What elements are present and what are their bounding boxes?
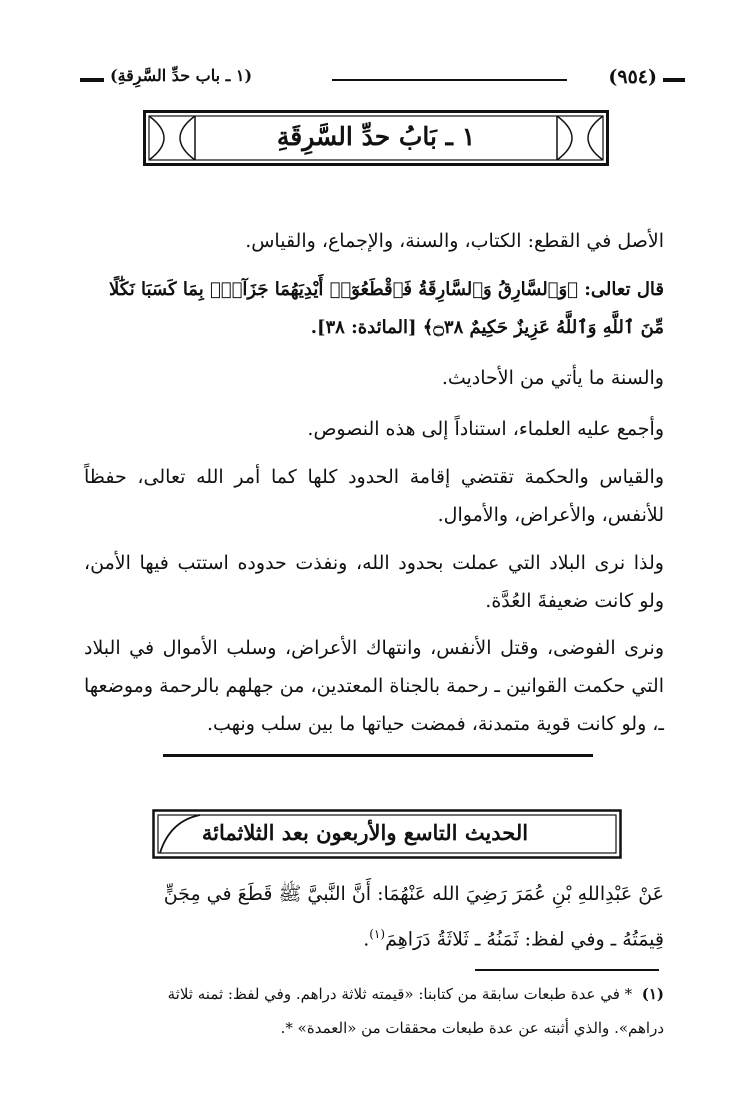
paragraph-sources: الأصل في القطع: الكتاب، والسنة، والإجماع، والقياس. (245, 230, 664, 252)
chapter-title: ١ ـ بَابُ حدِّ السَّرِقَةِ (276, 122, 476, 151)
paragraph-consensus: وأجمع عليه العلماء، استناداً إلى هذه النصوص. (307, 418, 664, 440)
running-chapter-title: (١ ـ باب حدِّ السَّرِقةِ) (110, 66, 253, 85)
footnote-line-2: دراهم». والذي أثبته عن عدة طبعات محققات من «العمدة» *. (280, 1019, 664, 1037)
hadith-text-line-2 (84, 915, 664, 958)
header-rule-left (80, 78, 104, 82)
paragraph-analogy: والقياس والحكمة تقتضي إقامة الحدود كلها كما أمر الله تعالى، حفظاً للأنفس، والأعراض، والأموال. (84, 466, 664, 526)
paragraph-sunnah: والسنة ما يأتي من الأحاديث. (441, 367, 664, 389)
hadith-text-line-2-end: . (363, 928, 370, 951)
hadith-heading: الحديث التاسع والأربعون بعد الثلاثمائة (201, 820, 529, 845)
page-number: (٩٥٤) (608, 66, 657, 88)
paragraph-security: ولذا نرى البلاد التي عملت بحدود الله، ونفذت حدوده استتب فيها الأمن، ولو كانت ضعيفةَ العُدَّة. (84, 552, 664, 612)
header-rule-right (663, 78, 685, 82)
chapter-banner (143, 110, 609, 166)
section-divider (163, 754, 593, 757)
header-rule-middle (332, 79, 567, 81)
hadith-text-line-1: عَنْ عَبْدِاللهِ بْنِ عُمَرَ رَضِيَ الله عَنْهُمَا: أَنَّ النَّبيَّ ﷺ قَطَعَ في مِجَنٍّ (163, 883, 664, 905)
footnote-reference[interactable]: (١) (369, 927, 386, 941)
footnote-number: (١) (641, 985, 664, 1003)
paragraph-quran-line-1: قال تعالى: ﴿وَٱلسَّارِقُ وَٱلسَّارِقَةُ فَٱقْطَعُوٓا۟ أَيْدِيَهُمَا جَزَآءًۢ بِمَا كَسَبَا نَكَٰلًا (109, 279, 664, 300)
footnote-line-1 (79, 978, 664, 1010)
running-header (80, 66, 685, 96)
footnote-rule (475, 969, 659, 971)
paragraph-chaos: ونرى الفوضى، وقتل الأنفس، وانتهاك الأعراض، وسلب الأموال في البلاد التي حكمت القوانين ـ رحمة بالجناة المعتدين، من جهلهم بالرحمة وموضعها ـ، ولو كانت قوية متمدنة، فمضت حياتها ما بين سلب ونهب. (84, 637, 664, 735)
paragraph-quran-line-2: مِّنَ ٱللَّهِ وَٱللَّهُ عَزِيزٌ حَكِيمٌ ۝٣٨﴾ [المائدة: ٣٨]. (310, 317, 664, 338)
hadith-text-line-2-body: قِيمَتُهُ ـ وفي لفظ: ثَمَنُهُ ـ ثَلاثَةُ دَرَاهِمَ (385, 928, 664, 951)
hadith-heading-box (152, 809, 622, 859)
footnote-text-1: * في عدة طبعات سابقة من كتابنا: «قيمته ثلاثة دراهم. وفي لفظ: ثمنه ثلاثة (167, 985, 633, 1003)
